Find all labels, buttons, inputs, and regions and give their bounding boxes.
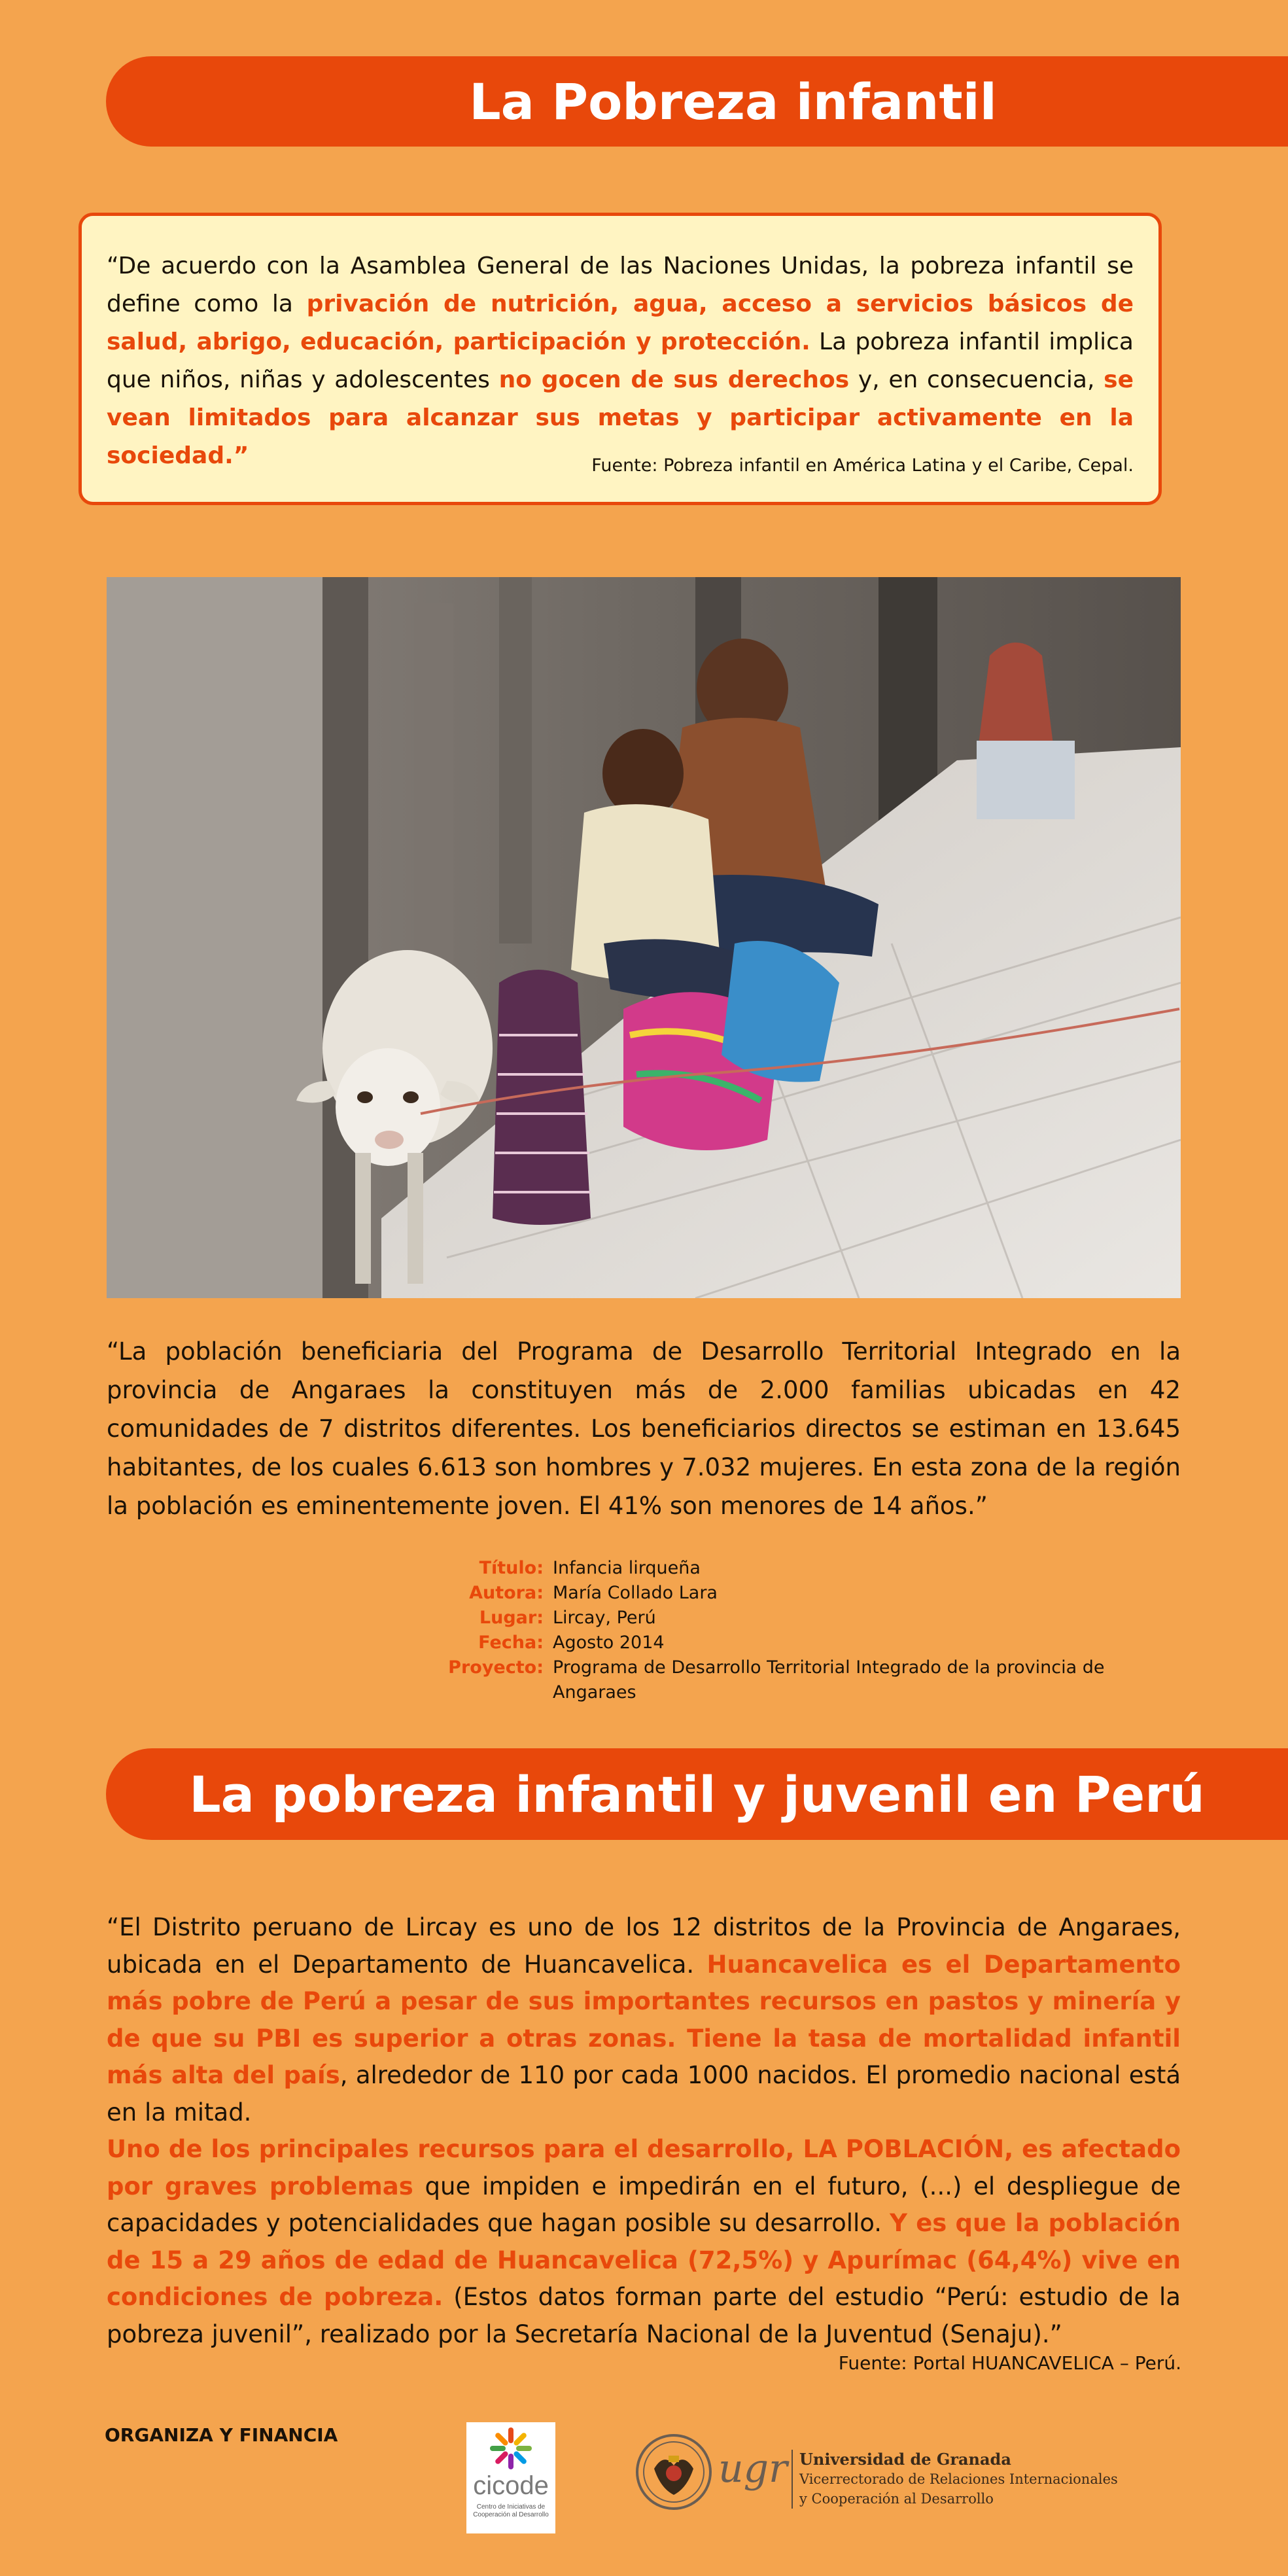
- children-street-photo: [107, 577, 1181, 1298]
- quote-source: Fuente: Pobreza infantil en América Latina y el Caribe, Cepal.: [591, 455, 1134, 476]
- credit-label: Título:: [479, 1558, 544, 1578]
- ugr-subtitle-1: Vicerrectorado de Relaciones Internacionales: [799, 2471, 1118, 2487]
- ugr-text-block: [792, 2450, 1118, 2509]
- section-title: La pobreza infantil y juvenil en Perú: [189, 1765, 1205, 1824]
- quote-text: [107, 247, 1134, 475]
- cicode-pinwheel-icon: [466, 2422, 555, 2475]
- credit-row-author: [379, 1581, 1184, 1606]
- credit-label: Fecha:: [478, 1632, 544, 1653]
- highlight-text: privación de nutrición, agua, acceso a servicios básicos de salud, abrigo, educación, participación y protección.: [107, 291, 1134, 355]
- photo-credits: [379, 1556, 1184, 1705]
- credit-value: María Collado Lara: [553, 1583, 718, 1603]
- cicode-subtitle: Centro de Iniciativas de Cooperación al Desarrollo: [473, 2503, 549, 2518]
- ugr-subtitle-2: y Cooperación al Desarrollo: [799, 2491, 994, 2507]
- ugr-seal-icon: [635, 2433, 713, 2511]
- highlight-text: no gocen de sus derechos: [498, 366, 850, 393]
- ugr-name: Universidad de Granada: [799, 2450, 1011, 2469]
- highlight-text: Y es que la población de 15 a 29 años de edad de Huancavelica (72,5%) y Apurímac (64,4%) vive en condiciones de pobreza.: [107, 2209, 1181, 2311]
- body-text: (Estos datos forman parte del estudio “Perú: estudio de la pobreza juvenil”, realizado por la Secretaría Nacional de la Juventud (Senaju).”: [107, 2283, 1181, 2348]
- highlight-text: se vean limitados para alcanzar sus metas y participar activamente en la sociedad.”: [107, 366, 1134, 469]
- credit-value: Programa de Desarrollo Territorial Integrado de la provincia de Angaraes: [553, 1657, 1105, 1703]
- ugr-logo: [635, 2433, 1158, 2524]
- section-title: La Pobreza infantil: [469, 72, 997, 131]
- photo-illustration: [107, 577, 1181, 1298]
- credit-row-place: [379, 1606, 1184, 1631]
- peru-paragraph: [107, 1909, 1181, 2353]
- body-text: “De acuerdo con la Asamblea General de las Naciones Unidas, la pobreza infantil se define como la: [107, 253, 1134, 317]
- ugr-mark: ugr: [718, 2446, 788, 2492]
- peru-source: Fuente: Portal HUANCAVELICA – Perú.: [838, 2352, 1181, 2374]
- highlight-text: Uno de los principales recursos para el desarrollo, LA POBLACIÓN, es afectado por graves problemas: [107, 2135, 1181, 2200]
- credit-value: Lircay, Perú: [553, 1608, 656, 1628]
- body-text: “El Distrito peruano de Lircay es uno de los 12 distritos de la Provincia de Angaraes, ubicada en el Departamento de Huancavelica.: [107, 1913, 1181, 1979]
- body-text: , alrededor de 110 por cada 1000 nacidos. El promedio nacional está en la mitad.: [107, 2061, 1181, 2126]
- cicode-logo: [466, 2422, 555, 2533]
- credit-value: Infancia lirqueña: [553, 1558, 701, 1578]
- body-text: La pobreza infantil implica que niños, niñas y adolescentes: [107, 328, 1134, 393]
- section-banner-peru: [106, 1748, 1288, 1840]
- program-paragraph: “La población beneficiaria del Programa de Desarrollo Territorial Integrado en la provincia de Angaraes la constituyen más de 2.000 familias ubicadas en 42 comunidades de 7 distritos diferentes. Los beneficiarios directos se estiman en 13.645 habitantes, de los cuales 6.613 son hombres y 7.032 mujeres. En esta zona de la región la población es eminentemente joven. El 41% son menores de 14 años.”: [107, 1337, 1181, 1520]
- body-text: que impiden e impedirán en el futuro, (...) el despliegue de capacidades y potencialidades que hagan posible su desarrollo.: [107, 2172, 1181, 2237]
- highlight-text: Huancavelica es el Departamento más pobre de Perú a pesar de sus importantes recursos en pastos y minería y de que su PBI es superior a otras zonas. Tiene la tasa de mortalidad infantil más alta del país: [107, 1950, 1181, 2089]
- section-banner-poverty: [106, 56, 1288, 147]
- credit-label: Lugar:: [479, 1608, 544, 1628]
- credit-row-project: [379, 1655, 1184, 1705]
- credit-value: Agosto 2014: [553, 1632, 665, 1653]
- credit-row-title: [379, 1556, 1184, 1581]
- credit-label: Proyecto:: [448, 1657, 544, 1678]
- cicode-wordmark: cicode: [473, 2471, 549, 2500]
- organiza-label: ORGANIZA Y FINANCIA: [105, 2424, 338, 2446]
- quote-box: [78, 213, 1162, 505]
- credit-row-date: [379, 1631, 1184, 1655]
- body-text: y, en consecuencia,: [849, 366, 1104, 393]
- credit-label: Autora:: [469, 1583, 544, 1603]
